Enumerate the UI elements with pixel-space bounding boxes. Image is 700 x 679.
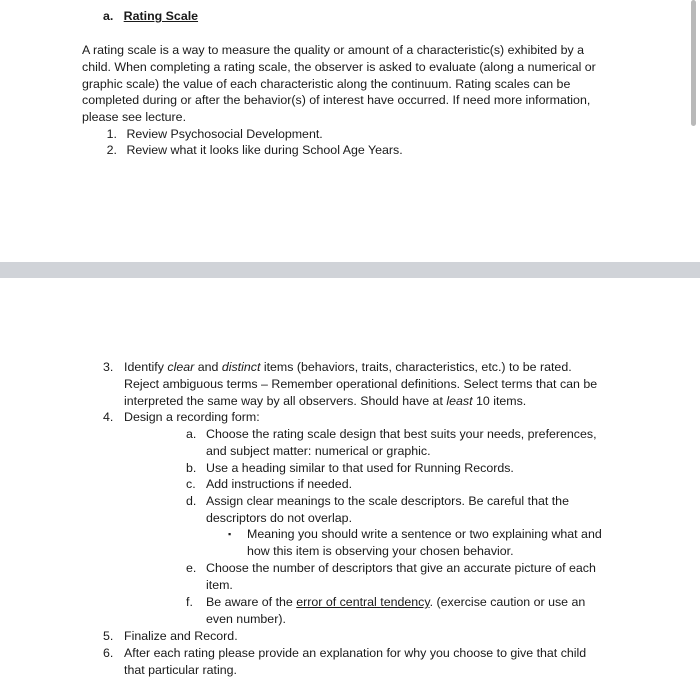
step-number: 2. (106, 143, 117, 157)
sub-marker-b: b. (186, 461, 197, 475)
sub-item-e: Choose the number of descriptors that give an accurate picture of each item. (206, 561, 596, 592)
section-heading (103, 8, 198, 25)
central-tendency-link[interactable]: error of central tendency (296, 595, 430, 609)
intro-line: graphic scale) the value of each characteristic along the continuum. Rating scales can be (82, 76, 571, 91)
section-marker: a. (103, 9, 114, 23)
sub-marker-f: f. (186, 595, 193, 609)
step-4-number: 4. (103, 410, 114, 424)
sub-item-a: Choose the rating scale design that best suits your needs, preferences, and subject matter: numerical or graphic. (206, 427, 597, 458)
step-5-text: Finalize and Record. (124, 629, 238, 643)
intro-line: completed during or after the behavior(s) of interest have occurred. If need more information, (82, 93, 591, 108)
bullet-square-icon: ▪ (228, 529, 232, 539)
sub-item-f: Be aware of the error of central tendency. (exercise caution or use an even number). (206, 595, 586, 626)
step-5-number: 5. (103, 629, 114, 643)
list-item-step-6: After each rating please provide an explanation for why you choose to give that child that particular rating. (124, 646, 587, 677)
sub-item-d: Assign clear meanings to the scale descriptors. Be careful that the descriptors do not overlap. (206, 494, 569, 525)
sub-marker-c: c. (186, 477, 196, 491)
step-number: 1. (106, 127, 117, 141)
vertical-scrollbar[interactable] (691, 0, 696, 126)
sub-marker-d: d. (186, 494, 197, 508)
intro-line: A rating scale is a way to measure the quality or amount of a characteristic(s) exhibited by a (82, 43, 585, 57)
step-text: Review what it looks like during School Age Years. (126, 143, 403, 157)
document-page-bottom (0, 278, 700, 679)
intro-line: please see lecture. (82, 110, 187, 125)
sub-item-b: Use a heading similar to that used for Running Records. (206, 461, 514, 475)
page-divider (0, 262, 700, 278)
list-item-step-2 (103, 142, 403, 159)
document-page-top (0, 0, 700, 262)
intro-paragraph (82, 42, 622, 126)
sub-item-c: Add instructions if needed. (206, 477, 353, 491)
step-3-number: 3. (103, 360, 114, 374)
section-title: Rating Scale (123, 9, 199, 23)
list-item-step-1 (103, 126, 323, 143)
bullet-item: Meaning you should write a sentence or two explaining what and how this item is observing your chosen behavior. (247, 527, 602, 558)
sub-marker-a: a. (186, 427, 197, 441)
step-6-number: 6. (103, 646, 114, 660)
step-4-text: Design a recording form: (124, 410, 260, 424)
sub-marker-e: e. (186, 561, 197, 575)
step-text: Review Psychosocial Development. (126, 127, 323, 141)
list-item-step-3: Identify clear and distinct items (behaviors, traits, characteristics, etc.) to be rated. Reject ambiguous terms – Remember operational definitions. Select terms that can be interpreted the same way by all observers. Should have at least 10 items. (124, 360, 598, 408)
intro-line: child. When completing a rating scale, the observer is asked to evaluate (along a numerical or (82, 59, 596, 74)
